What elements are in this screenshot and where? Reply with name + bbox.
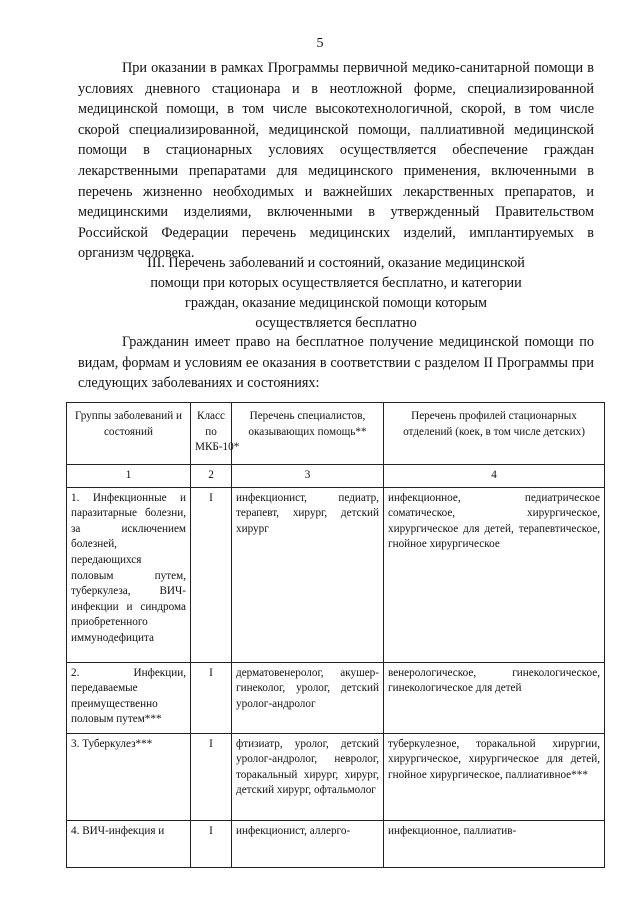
- cell-profiles: венерологическое, гинекологическое, гинекологическое для детей: [384, 662, 605, 733]
- section-heading-line: помощи при которых осуществляется бесплатно, и категории: [150, 275, 522, 291]
- cell-group: 2. Инфекции, передаваемые преимущественно половым путем***: [67, 662, 191, 733]
- header-groups: Группы заболеваний и состояний: [67, 403, 191, 465]
- section-heading-line: граждан, оказание медицинской помощи которым: [185, 295, 487, 311]
- cell-profiles: туберкулезное, торакальной хирургии, хирургическое, хирургическое для детей, гнойное хирургическое, паллиативное***: [384, 733, 605, 820]
- cell-group: 4. ВИЧ-инфекция и: [67, 820, 191, 867]
- cell-group: 3. Туберкулез***: [67, 733, 191, 820]
- cell-specialists: фтизиатр, уролог, детский уролог-андролог, невролог, торакальный хирург, хирург, детский хирург, офтальмолог: [232, 733, 384, 820]
- header-specialists: Перечень специалистов, оказывающих помощь**: [232, 403, 384, 465]
- section-heading-line: осуществляется бесплатно: [255, 315, 417, 331]
- section-heading: [100, 253, 572, 333]
- cell-icd-class: I: [191, 487, 232, 662]
- table-row: [67, 733, 605, 820]
- header-icd-class: Класс по МКБ-10*: [191, 403, 232, 465]
- column-number: 4: [384, 465, 605, 488]
- column-number: 2: [191, 465, 232, 488]
- cell-icd-class: I: [191, 733, 232, 820]
- table-row: [67, 820, 605, 867]
- table-row: [67, 487, 605, 662]
- header-profiles: Перечень профилей стационарных отделений (коек, в том числе детских): [384, 403, 605, 465]
- cell-group: 1. Инфекционные и паразитарные болезни, за исключением болезней, передающихся половым путем, туберкулеза, ВИЧ-инфекции и синдрома приобретенного иммунодефицита: [67, 487, 191, 662]
- cell-icd-class: I: [191, 662, 232, 733]
- lead-paragraph: Гражданин имеет право на бесплатное получение медицинской помощи по видам, формам и условиям ее оказания в соответствии с разделом II Программы при следующих заболеваниях и состояниях:: [78, 334, 594, 392]
- column-number: 1: [67, 465, 191, 488]
- cell-specialists: дерматовенеролог, акушер-гинеколог, уролог, детский уролог-андролог: [232, 662, 384, 733]
- diseases-table: [66, 402, 605, 868]
- column-number-row: [67, 465, 605, 488]
- page-number: 5: [316, 36, 324, 51]
- cell-icd-class: I: [191, 820, 232, 867]
- intro-paragraph: При оказании в рамках Программы первичной медико-санитарной помощи в условиях дневного стационара и в неотложной форме, специализированной медицинской помощи, в том числе высокотехнологичной, скорой, в том числе скорой специализированной, медицинской помощи, паллиативной медицинской помощи в стационарных условиях осуществляется обеспечение граждан лекарственными препаратами для медицинского применения, включенными в перечень жизненно необходимых и важнейших лекарственных препаратов, и медицинскими изделиями, включенными в утвержденный Правительством Российской Федерации перечень медицинских изделий, имплантируемых в организм человека.: [78, 60, 594, 262]
- column-number: 3: [232, 465, 384, 488]
- cell-specialists: инфекционист, аллерго-: [232, 820, 384, 867]
- cell-specialists: инфекционист, педиатр, терапевт, хирург, детский хирург: [232, 487, 384, 662]
- section-heading-line: III. Перечень заболеваний и состояний, оказание медицинской: [147, 255, 525, 271]
- cell-profiles: инфекционное, паллиатив-: [384, 820, 605, 867]
- table-row: [67, 662, 605, 733]
- table-header-row: [67, 403, 605, 465]
- cell-profiles: инфекционное, педиатрическое соматическое, хирургическое, хирургическое для детей, терапевтическое, гнойное хирургическое: [384, 487, 605, 662]
